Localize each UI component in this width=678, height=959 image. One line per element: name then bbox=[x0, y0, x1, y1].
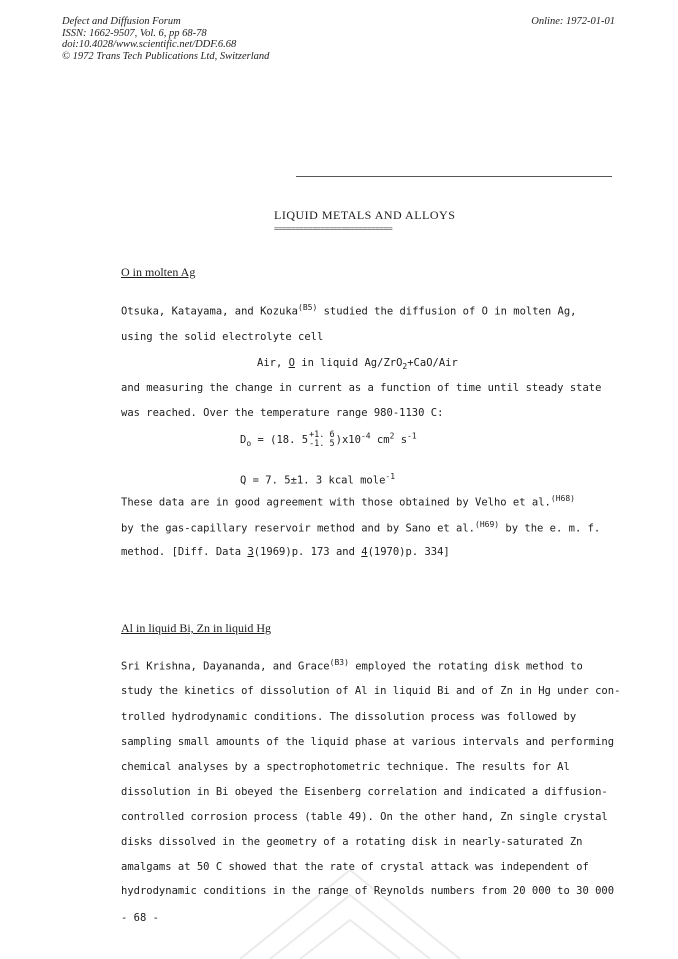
cell-formula bbox=[257, 357, 458, 371]
citation: (H69) bbox=[475, 520, 500, 529]
paragraph-line: study the kinetics of dissolution of Al in liquid Bi and of Zn in Hg under con- bbox=[121, 685, 621, 697]
paragraph-line: disks dissolved in the geometry of a rotating disk in nearly-saturated Zn bbox=[121, 836, 583, 848]
citation: (B3) bbox=[329, 658, 349, 667]
publisher-watermark bbox=[200, 870, 500, 959]
paragraph-line bbox=[121, 494, 575, 509]
paragraph-line: was reached. Over the temperature range 980-1130 C: bbox=[121, 407, 444, 419]
diffusion-equation bbox=[240, 431, 417, 449]
text: Q = 7. 5±1. 3 kcal mole bbox=[240, 474, 386, 487]
activation-energy-equation bbox=[240, 472, 395, 487]
uncertainty bbox=[309, 431, 335, 449]
citation: (B5) bbox=[298, 303, 318, 312]
paragraph-line: sampling small amounts of the liquid phase at various intervals and performing bbox=[121, 736, 615, 748]
online-date: Online: 1972-01-01 bbox=[531, 16, 615, 27]
page-number: - 68 - bbox=[121, 912, 159, 924]
text: method. [Diff. Data bbox=[121, 546, 248, 558]
superscript: 2 bbox=[389, 431, 395, 441]
doi-line[interactable]: doi:10.4028/www.scientific.net/DDF.6.68 bbox=[62, 39, 237, 50]
page-title: LIQUID METALS AND ALLOYS bbox=[274, 208, 456, 222]
text: +CaO/Air bbox=[407, 357, 458, 369]
text: These data are in good agreement with those obtained by Velho et al. bbox=[121, 496, 551, 509]
section-heading-o-in-ag: O in molten Ag bbox=[121, 265, 196, 279]
paragraph-line bbox=[121, 546, 450, 558]
subscript: o bbox=[246, 439, 252, 449]
section-heading-al-bi-zn-hg: Al in liquid Bi, Zn in liquid Hg bbox=[121, 621, 272, 635]
paragraph-line: hydrodynamic conditions in the range of Reynolds numbers from 20 000 to 30 000 bbox=[121, 885, 615, 897]
superscript: -4 bbox=[360, 431, 371, 441]
paragraph-line: controlled corrosion process (table 49). On the other hand, Zn single crystal bbox=[121, 811, 608, 823]
title-underline: ============================ bbox=[274, 224, 393, 233]
text: Sri Krishna, Dayananda, and Grace bbox=[121, 660, 330, 673]
issn-line: ISSN: 1662-9507, Vol. 6, pp 68-78 bbox=[62, 27, 207, 39]
text: by the gas-capillary reservoir method and by Sano et al. bbox=[121, 522, 476, 535]
text: by the e. m. f. bbox=[499, 522, 601, 535]
text: Air, bbox=[257, 357, 289, 369]
paragraph-line: using the solid electrolyte cell bbox=[121, 331, 324, 343]
text: O bbox=[288, 357, 295, 369]
superscript: -1 bbox=[385, 472, 396, 481]
text: in liquid Ag/ZrO bbox=[294, 357, 403, 369]
journal-name: Defect and Diffusion Forum bbox=[62, 16, 181, 27]
paragraph-line: dissolution in Bi obeyed the Eisenberg correlation and indicated a diffusion- bbox=[121, 786, 608, 798]
paragraph-line bbox=[121, 303, 576, 318]
paragraph-line: and measuring the change in current as a function of time until steady state bbox=[121, 382, 602, 394]
minus-error: -1. 5 bbox=[309, 439, 335, 449]
text: D bbox=[240, 434, 247, 446]
plus-error: +1. 6 bbox=[309, 430, 335, 440]
text: )x10 bbox=[335, 434, 361, 446]
text: (1970)p. 334] bbox=[367, 546, 450, 558]
text: cm bbox=[370, 434, 390, 446]
copyright-line: © 1972 Trans Tech Publications Ltd, Switzerland bbox=[62, 50, 270, 62]
paragraph-line: amalgams at 50 C showed that the rate of crystal attack was independent of bbox=[121, 861, 589, 873]
text: = (18. 5 bbox=[251, 434, 309, 446]
text: studied the diffusion of O in molten Ag, bbox=[317, 305, 577, 318]
text: Otsuka, Katayama, and Kozuka bbox=[121, 305, 299, 318]
paragraph-line: trolled hydrodynamic conditions. The dissolution process was followed by bbox=[121, 711, 577, 723]
paragraph-line: chemical analyses by a spectrophotometric technique. The results for Al bbox=[121, 761, 570, 773]
text: s bbox=[394, 434, 408, 446]
text: (1969)p. 173 and bbox=[253, 546, 362, 558]
volume-number: 4 bbox=[361, 546, 368, 558]
journal-header bbox=[62, 16, 269, 62]
paragraph-line bbox=[121, 520, 600, 535]
paragraph-line bbox=[121, 658, 583, 673]
text: employed the rotating disk method to bbox=[348, 660, 583, 673]
volume-number: 3 bbox=[247, 546, 254, 558]
superscript: -1 bbox=[407, 431, 417, 441]
citation: (H68) bbox=[550, 494, 575, 503]
top-rule bbox=[296, 176, 612, 177]
subscript: 2 bbox=[402, 362, 408, 372]
